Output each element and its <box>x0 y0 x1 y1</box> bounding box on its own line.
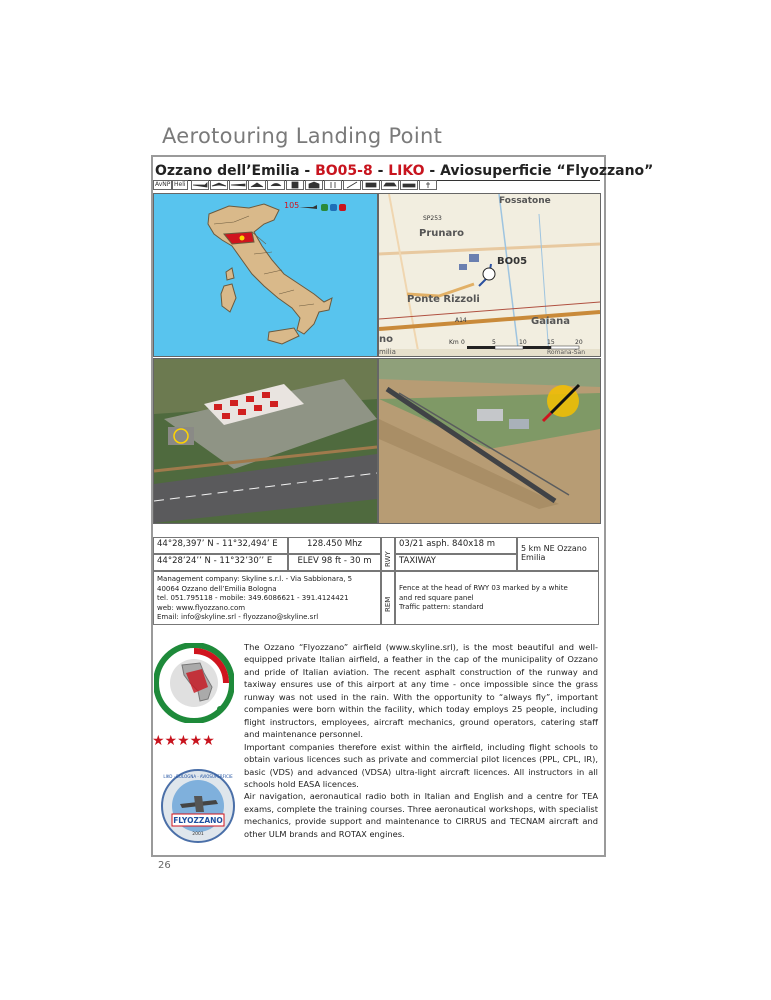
heading-code1: BO05-8 <box>315 163 373 179</box>
flyozzano-logo <box>160 768 236 844</box>
management-line: Email: info@skyline.srl - flyozzano@skyline.srl <box>157 613 319 622</box>
tag-heli: Heli <box>174 181 186 188</box>
coordinates-decimal: 44°28,397’ N - 11°32,494’ E <box>153 537 288 554</box>
taxiway: TAXIWAY <box>395 554 517 571</box>
school-icon <box>362 180 380 190</box>
svg-text:BO05: BO05 <box>497 256 528 267</box>
svg-text:2001: 2001 <box>192 832 204 837</box>
fuel-icon <box>286 180 304 190</box>
svg-text:15: 15 <box>547 339 555 346</box>
glider-icon <box>229 180 247 190</box>
management-block <box>153 571 381 625</box>
description-text <box>244 641 598 840</box>
svg-text:Ponte Rizzoli: Ponte Rizzoli <box>407 294 480 305</box>
rwy-label: RWY <box>384 551 392 567</box>
svg-text:0: 0 <box>461 339 465 346</box>
rating-stars: ★★★★★ <box>152 733 215 749</box>
management-line: 40064 Ozzano dell’Emilia Bologna <box>157 584 277 593</box>
radio-frequency: 128.450 Mhz <box>288 537 381 554</box>
runway-spec: 03/21 asph. 840x18 m <box>395 537 517 554</box>
map-label: 105 <box>284 201 300 210</box>
heading-name: - Aviosuperficie “Flyozzano” <box>424 163 654 179</box>
italy-location-map <box>153 193 378 357</box>
airfield-heading <box>155 163 653 179</box>
local-area-map <box>378 193 601 357</box>
svg-text:Fossatone: Fossatone <box>499 196 551 206</box>
flyozzano-logo-text: FLYOZZANO <box>173 816 223 825</box>
description-paragraph: Air navigation, aeronautical radio both in Italian and English and a centre for TEA exams, complete the training courses. Three aeronautical workshops, with specialist mechanics, provide support and maintenance to CIRRUS and TECNAM aircraft and other ULM brands and ROTAX engines. <box>244 791 598 839</box>
restaurant-icon <box>324 180 342 190</box>
parachute-icon <box>267 180 285 190</box>
heading-sep: - <box>372 163 389 179</box>
coordinates-dms: 44°28’24’’ N - 11°32’30’’ E <box>153 554 288 571</box>
heading-place: Ozzano dell’Emilia - <box>155 163 316 179</box>
rem-label: REM <box>384 596 392 612</box>
svg-text:SP253: SP253 <box>423 215 442 222</box>
aerial-photo-hangar <box>153 358 378 524</box>
svg-text:A14: A14 <box>455 317 467 324</box>
svg-text:Km: Km <box>449 339 459 346</box>
page-number: 26 <box>158 860 171 871</box>
remark-line: Fence at the head of RWY 03 marked by a white <box>399 584 568 592</box>
management-line: web: www.flyozzano.com <box>157 603 246 612</box>
aerial-photo-runway <box>378 358 601 524</box>
svg-text:LIKO · BOLOGNA · AVIOSUPERFICI: LIKO · BOLOGNA · AVIOSUPERFICIE <box>163 774 233 779</box>
svg-text:10: 10 <box>519 339 527 346</box>
car-icon <box>381 180 399 190</box>
remark-line: and red square panel <box>399 593 474 602</box>
management-line: Management company: Skyline s.r.l. - Via Sabbionara, 5 <box>157 575 353 583</box>
svg-text:Gaiana: Gaiana <box>531 316 570 327</box>
microlight-icon <box>248 180 266 190</box>
plane-icon <box>191 180 209 190</box>
page-title: Aerotouring Landing Point <box>162 124 443 148</box>
ultralight-icon <box>210 180 228 190</box>
person-icon <box>419 180 437 190</box>
lodging-icon <box>400 180 418 190</box>
description-paragraph: Important companies therefore exist within the airfield, including flight schools to obtain various licences such as private and commercial pilot licences (PPL, CPL, IR), basic (VDS) and advanced (VDSA) ultra-light aircraft licences. All instructors in all schools hold EASA licences. <box>244 741 598 789</box>
svg-text:Prunaro: Prunaro <box>419 228 465 239</box>
heading-code2: LIKO <box>388 163 425 179</box>
local-map-svg <box>379 194 600 356</box>
italy-map-svg <box>154 194 377 356</box>
svg-text:Romana-San: Romana-San <box>547 349 586 356</box>
svg-text:5: 5 <box>492 339 496 346</box>
svg-text:no: no <box>379 334 393 345</box>
remark-line: Traffic pattern: standard <box>399 603 484 612</box>
svg-text:milia: milia <box>379 348 396 356</box>
hangar-icon <box>305 180 323 190</box>
tag-avnp: AvNP <box>155 181 171 188</box>
quality-logo <box>154 643 234 723</box>
location-note: 5 km NE Ozzano Emilia <box>517 537 599 571</box>
rem-label-cell <box>381 571 395 625</box>
svg-text:20: 20 <box>575 339 583 346</box>
remarks-block <box>395 571 599 625</box>
rwy-label-cell <box>381 537 395 571</box>
description-paragraph: The Ozzano “Flyozzano” airfield (www.skyline.srl), is the most beautiful and well-equipped private Italian airfield, a feather in the cap of the municipality of Ozzano and pride of Italian aviation. The recent asphalt construction of the runway and taxiway ensures use of this airport at any time - once impossible since the grass runway was not used in the rain. With the opportunity to “always fly”, important companies were born within the facility, which today employs 25 people, including flight instructors, employees, aircraft mechanics, ground operators, catering staff and maintenance personnel. <box>244 642 598 740</box>
elevation: ELEV 98 ft - 30 m <box>288 554 381 571</box>
repair-icon <box>343 180 361 190</box>
management-line: tel. 051.795118 - mobile: 349.6086621 - 391.4124421 <box>157 594 349 603</box>
airfield-info-table <box>153 537 599 627</box>
